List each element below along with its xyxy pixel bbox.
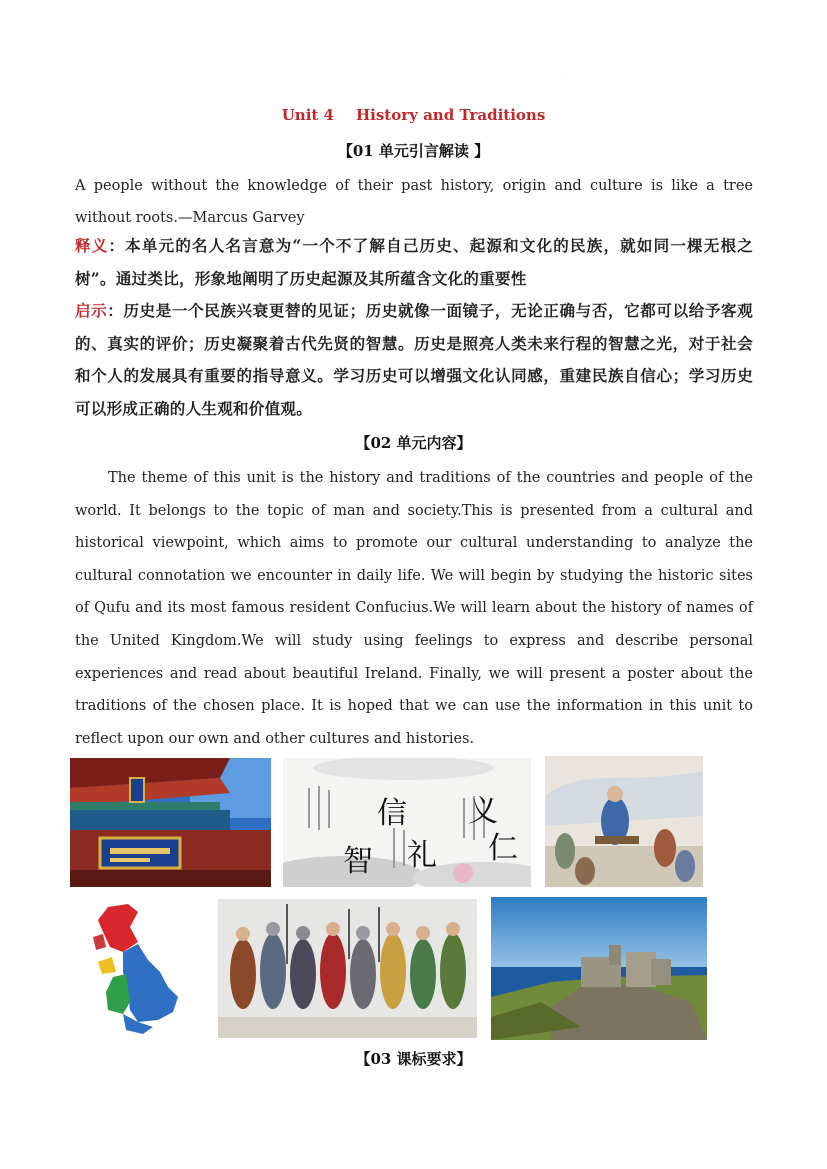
virtue-ren: 仁 — [488, 831, 518, 866]
section-heading-intro: 【01 单元引言解读 】 — [337, 142, 490, 160]
section-heading-standards: 【03 课标要求】 — [355, 1050, 472, 1068]
virtue-xin: 信 — [377, 796, 407, 831]
calligraphy-virtues-image — [283, 758, 531, 887]
virtue-zhi: 智 — [343, 844, 373, 879]
unit-label: Unit 4 — [281, 106, 334, 124]
insight-label: 启示 — [75, 301, 108, 320]
unit-title — [0, 106, 827, 124]
uk-map-image — [68, 902, 202, 1039]
insight-text: ：历史是一个民族兴衰更替的见证；历史就像一面镜子，无论正确与否，它都可以给予客观的、真实的评价；历史凝聚着古代先贤的智慧。历史是照亮人类未来行程的智慧之光，对于社会和个人的发展具有重要的指导意义。学习历史可以增强文化认同感，重建民族自信心；学习历史可以形成正确的人生观和价值观。 — [75, 301, 753, 418]
virtue-li: 礼 — [407, 838, 437, 873]
section-heading-content: 【02 单元内容】 — [355, 434, 472, 452]
ireland-castle-photo — [491, 897, 707, 1040]
temple-gate-photo — [70, 758, 271, 887]
quote-paragraph: A people without the knowledge of their past history, origin and culture is like a tree without roots.—Marcus Garvey — [75, 178, 753, 226]
explanation-paragraph — [75, 230, 753, 295]
explanation-text: ：本单元的名人名言意为“一个不了解自己历史、起源和文化的民族，就如同一棵无根之树”。通过类比，形象地阐明了历史起源及其所蕴含文化的重要性 — [75, 236, 753, 288]
unit-content-paragraph: The theme of this unit is the history and traditions of the countries and people of the world. It belongs to the topic of man and society.This is presented from a cultural and historical viewpoint, which aims to promote our cultural understanding to analyze the cultural connotation we encounter in daily life. We will begin by studying the historic sites of Qufu and its most famous resident Confucius.We will learn about the history of names of the United Kingdom.We will study using feelings to express and describe personal experiences and read about beautiful Ireland. Finally, we will present a poster about the traditions of the chosen place. It is hoped that we can use the information in this unit to reflect upon our own and other cultures and histories. — [75, 470, 753, 747]
unit-name: History and Traditions — [355, 106, 546, 124]
confucius-teaching-painting — [545, 756, 703, 887]
explanation-label: 释义 — [75, 236, 109, 255]
virtue-yi: 义 — [468, 794, 498, 829]
page-mark: · — [562, 70, 564, 77]
insight-paragraph — [75, 295, 753, 425]
historical-figures-illustration — [218, 899, 477, 1038]
